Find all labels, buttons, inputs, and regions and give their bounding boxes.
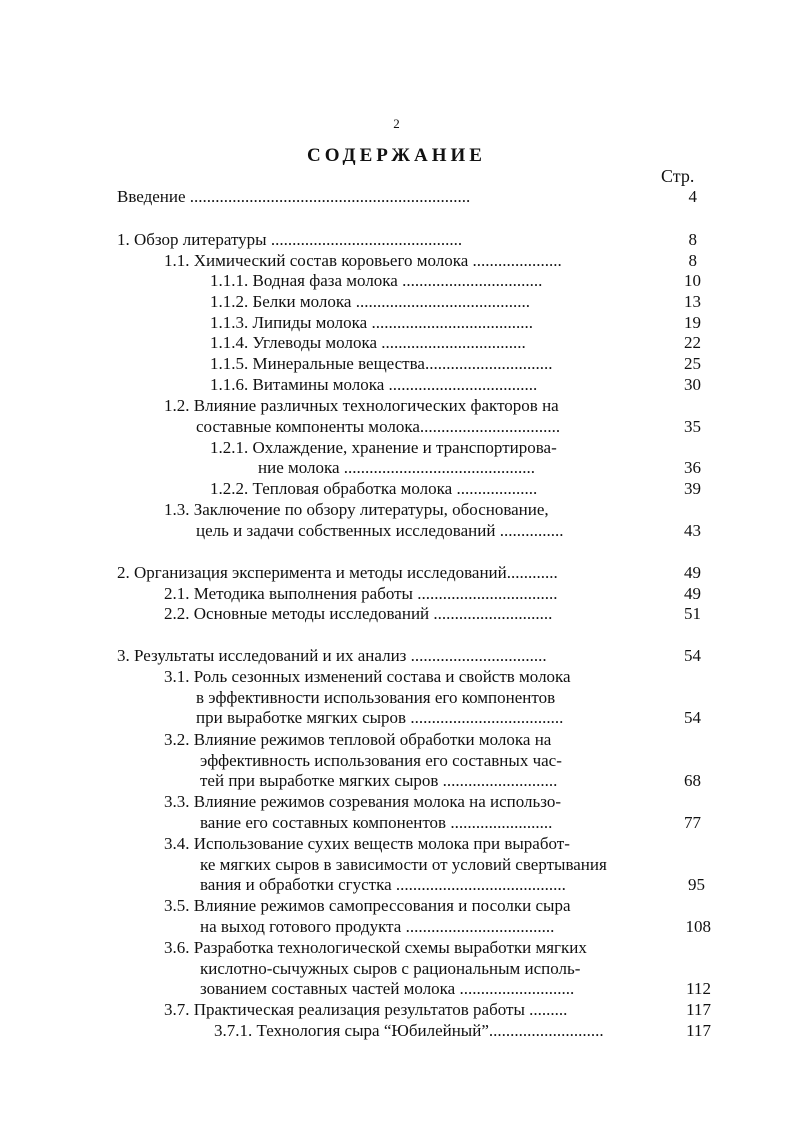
toc-entry-text: ке мягких сыров в зависимости от условий свертывания: [200, 855, 607, 874]
toc-entry-page: 112: [686, 979, 711, 998]
toc-entry-text: на выход готового продукта ...................................: [200, 917, 555, 936]
toc-entry-text: 2.1. Методика выполнения работы .................................: [164, 584, 558, 603]
toc-entry-text: 3.6. Разработка технологической схемы выработки мягких: [164, 938, 587, 957]
toc-entry-text: 3.7.1. Технология сыра “Юбилейный”...........................: [214, 1021, 604, 1040]
toc-entry-text: 3.4. Использование сухих веществ молока при выработ-: [164, 834, 570, 853]
toc-entry-text: Введение ..................................................................: [117, 187, 471, 206]
toc-entry-text: 2. Организация эксперимента и методы исследований............: [117, 563, 558, 582]
toc-entry-page: 35: [684, 417, 701, 436]
toc-entry-page: 13: [684, 292, 701, 311]
toc-entry-page: 54: [684, 708, 701, 727]
toc-entry-text: составные компоненты молока.................................: [196, 417, 561, 436]
toc-entry-text: вание его составных компонентов ........................: [200, 813, 553, 832]
page-title: СОДЕРЖАНИЕ: [307, 145, 486, 166]
toc-entry-page: 8: [688, 251, 697, 270]
toc-entry-page: 10: [684, 271, 701, 290]
toc-entry-text: цель и задачи собственных исследований ...............: [196, 521, 564, 540]
toc-entry-text: 3.2. Влияние режимов тепловой обработки молока на: [164, 730, 552, 749]
toc-entry-text: 1.1. Химический состав коровьего молока .....................: [164, 251, 562, 270]
toc-entry-text: 1.1.4. Углеводы молока ..................................: [210, 333, 526, 352]
toc-entry-page: 19: [684, 313, 701, 332]
toc-entry-page: 36: [684, 458, 701, 477]
page-column-label: Стр.: [661, 166, 695, 186]
toc-entry-page: 117: [686, 1021, 711, 1040]
toc-entry-page: 22: [684, 333, 701, 352]
toc-entry-page: 108: [685, 917, 711, 936]
toc-entry-text: зованием составных частей молока ...........................: [200, 979, 575, 998]
toc-entry-text: в эффективности использования его компонентов: [196, 688, 556, 707]
toc-entry-text: 1. Обзор литературы .............................................: [117, 230, 463, 249]
toc-entry-page: 51: [684, 604, 701, 623]
toc-entry-page: 49: [684, 563, 701, 582]
toc-entry-page: 117: [686, 1000, 711, 1019]
toc-entry-page: 77: [684, 813, 701, 832]
toc-entry-text: 1.1.2. Белки молока .........................................: [210, 292, 530, 311]
toc-entry-text: кислотно-сычужных сыров с рациональным исполь-: [200, 959, 581, 978]
toc-entry-text: 2.2. Основные методы исследований ............................: [164, 604, 553, 623]
toc-entry-page: 43: [684, 521, 701, 540]
toc-entry-text: 3. Результаты исследований и их анализ ................................: [117, 646, 547, 665]
toc-entry-text: 1.1.1. Водная фаза молока .................................: [210, 271, 543, 290]
toc-entry-page: 49: [684, 584, 701, 603]
toc-entry-text: 1.2. Влияние различных технологических факторов на: [164, 396, 559, 415]
toc-entry-text: 1.2.1. Охлаждение, хранение и транспортирова-: [210, 438, 557, 457]
toc-entry-page: 4: [688, 187, 697, 206]
toc-entry-page: 25: [684, 354, 701, 373]
toc-entry-page: 68: [684, 771, 701, 790]
toc-entry-text: ние молока .............................................: [258, 458, 536, 477]
toc-entry-text: 3.1. Роль сезонных изменений состава и свойств молока: [164, 667, 571, 686]
toc-entry-page: 30: [684, 375, 701, 394]
page-number: 2: [393, 116, 400, 131]
toc-entry-text: 1.1.5. Минеральные вещества..............................: [210, 354, 553, 373]
toc-entry-text: 3.7. Практическая реализация результатов работы .........: [164, 1000, 568, 1019]
toc-entry-page: 54: [684, 646, 701, 665]
toc-entry-text: 1.3. Заключение по обзору литературы, обоснование,: [164, 500, 549, 519]
toc-entry-text: эффективность использования его составных час-: [200, 751, 562, 770]
toc-entry-text: при выработке мягких сыров ....................................: [196, 708, 564, 727]
toc-entry-text: 3.5. Влияние режимов самопрессования и посолки сыра: [164, 896, 571, 915]
toc-entry-text: тей при выработке мягких сыров ...........................: [200, 771, 558, 790]
toc-entry-page: 95: [688, 875, 705, 894]
toc-entry-text: 3.3. Влияние режимов созревания молока на использо-: [164, 792, 562, 811]
toc-entry-text: 1.2.2. Тепловая обработка молока ...................: [210, 479, 538, 498]
toc-entry-page: 8: [688, 230, 697, 249]
toc-entry-page: 39: [684, 479, 701, 498]
toc-entry-text: 1.1.3. Липиды молока ......................................: [210, 313, 533, 332]
toc-entry-text: вания и обработки сгустка ........................................: [200, 875, 566, 894]
toc-entry-text: 1.1.6. Витамины молока ...................................: [210, 375, 538, 394]
